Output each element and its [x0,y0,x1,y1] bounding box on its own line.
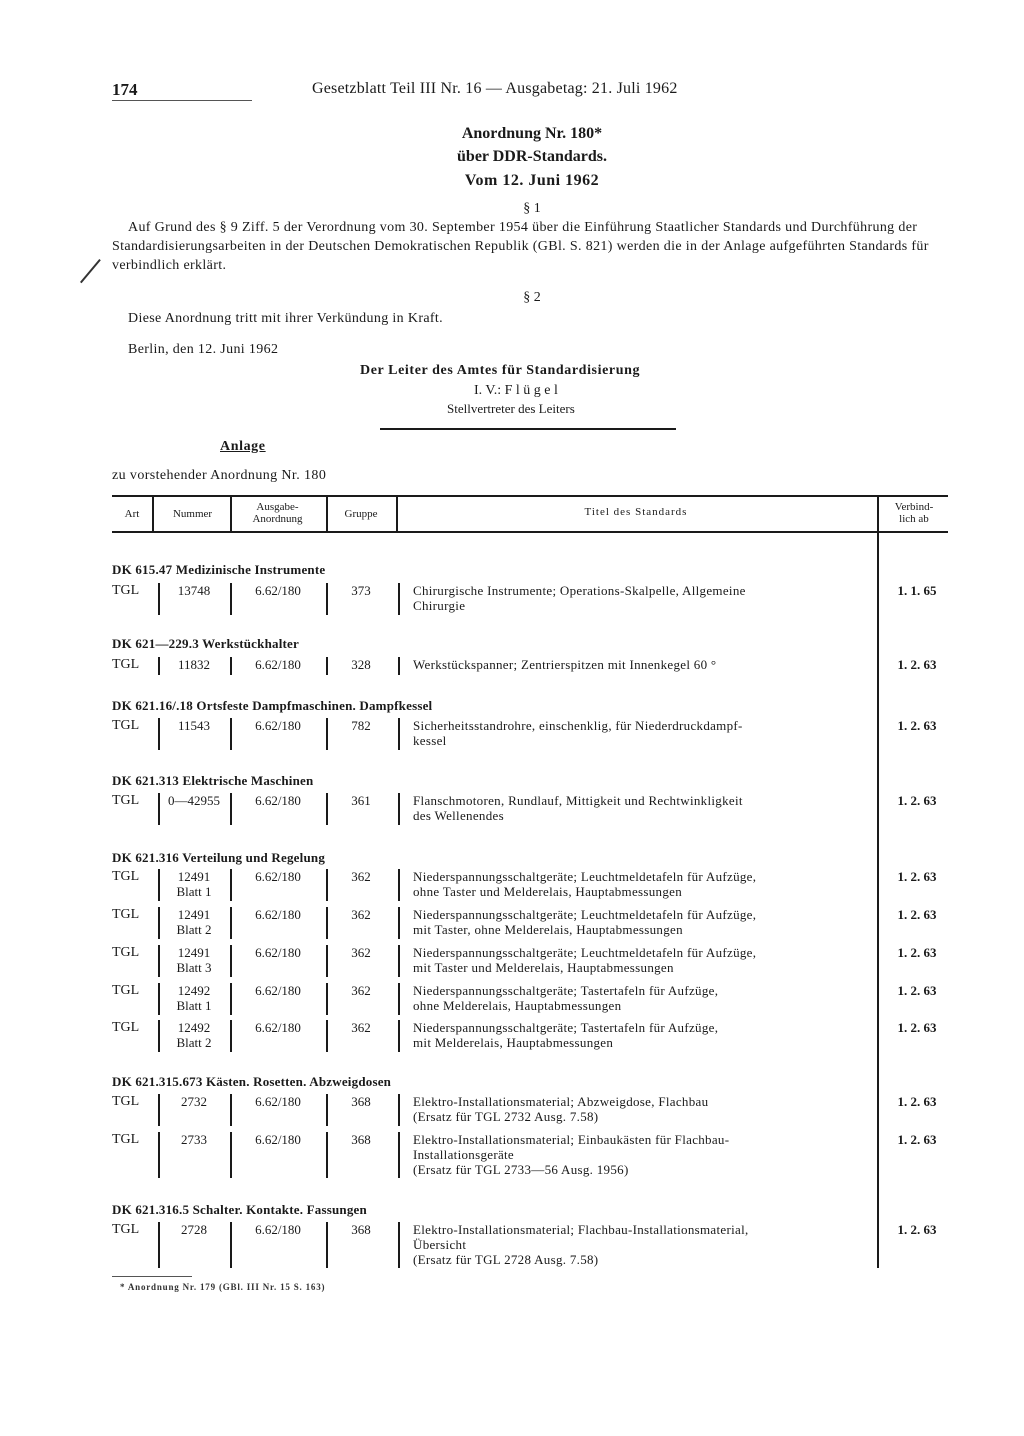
cell-ausgabe: 6.62/180 [255,907,301,922]
cell-verbindlich-ab: 1. 1. 65 [897,583,937,598]
group-heading: DK 615.47 Medizinische Instrumente [112,562,326,577]
cell-ausgabe: 6.62/180 [255,1020,301,1035]
cell-nummer: 12491 Blatt 3 [176,945,212,975]
decree-date: Vom 12. Juni 1962 [464,172,600,189]
cell-nummer: 12492 Blatt 2 [176,1020,212,1050]
margin-pen-mark [80,259,100,283]
cell-nummer: 0—42955 [168,793,220,808]
header-underline [112,100,252,101]
row-divider [398,945,400,977]
row-divider [398,1132,400,1178]
cell-verbindlich-ab: 1. 2. 63 [897,1132,937,1147]
cell-verbindlich-ab: 1. 2. 63 [897,793,937,808]
section-2-label: § 2 [523,290,541,305]
group-heading: DK 621.316 Verteilung und Regelung [112,850,326,865]
cell-verbindlich-ab: 1. 2. 63 [897,945,937,960]
cell-nummer: 11832 [177,657,211,672]
header-gruppe: Gruppe [344,508,378,520]
row-divider [398,1222,400,1268]
group-heading: DK 621—229.3 Werkstückhalter [112,636,299,651]
cell-verbindlich-ab: 1. 2. 63 [897,869,937,884]
cell-art: TGL [112,945,140,960]
decree-subject: über DDR-Standards. [457,148,607,165]
row-divider [398,583,400,615]
table-top-rule [112,495,948,497]
cell-art: TGL [112,983,140,998]
cell-ausgabe: 6.62/180 [255,793,301,808]
cell-ausgabe: 6.62/180 [255,1094,301,1109]
header-titel: Titel des Standards [584,506,688,518]
cell-gruppe: 782 [351,718,371,733]
cell-nummer: 11543 [177,718,211,733]
cell-titel: Niederspannungsschaltgeräte; Leuchtmeldetafeln für Aufzüge, mit Taster, ohne Melderelais, Hauptabmessungen [413,907,757,937]
cell-titel: Chirurgische Instrumente; Operations-Skalpelle, Allgemeine Chirurgie [413,583,746,613]
cell-ausgabe: 6.62/180 [255,945,301,960]
group-heading: DK 621.313 Elektrische Maschinen [112,773,314,788]
cell-ausgabe: 6.62/180 [255,983,301,998]
header-divider [152,496,154,531]
table-header-bottom-rule [112,531,948,533]
cell-gruppe: 362 [351,1020,371,1035]
header-ausgabe: Ausgabe- Anordnung [252,501,303,525]
cell-nummer: 12491 Blatt 1 [176,869,212,899]
section-2-text: Diese Anordnung tritt mit ihrer Verkündung in Kraft. [128,311,444,326]
cell-art: TGL [112,1132,140,1147]
cell-nummer: 13748 [177,583,211,598]
row-divider [398,907,400,939]
annex-title: Anlage [220,439,266,454]
header-verbindlich: Verbind- lich ab [894,501,934,525]
cell-verbindlich-ab: 1. 2. 63 [897,1020,937,1035]
cell-gruppe: 362 [351,907,371,922]
cell-titel: Elektro-Installationsmaterial; Flachbau-Installationsmaterial, Übersicht (Ersatz für TGL 2728 Ausg. 7.58) [413,1222,749,1267]
running-head: Gesetzblatt Teil III Nr. 16 — Ausgabetag: 21. Juli 1962 [312,80,678,97]
cell-art: TGL [112,907,140,922]
place-date: Berlin, den 12. Juni 1962 [128,342,279,357]
group-heading: DK 621.316.5 Schalter. Kontakte. Fassungen [112,1202,367,1217]
row-divider [398,983,400,1015]
cell-titel: Werkstückspanner; Zentrierspitzen mit Innenkegel 60 ° [413,657,717,672]
row-divider [398,869,400,901]
section-1-text: Auf Grund des § 9 Ziff. 5 der Verordnung vom 30. September 1954 über die Einführung Staatlicher Standards und Durchführung der Standardisierungsarbeiten in der Deutschen Demokratischen Republik (GBl. S. 821) werden die in der Anlage aufgeführten Standards für verbindlich erklärt. [112,220,929,273]
cell-gruppe: 368 [351,1222,371,1237]
right-column-divider [877,496,879,1268]
cell-ausgabe: 6.62/180 [255,657,301,672]
cell-verbindlich-ab: 1. 2. 63 [897,657,937,672]
cell-ausgabe: 6.62/180 [255,718,301,733]
signatory-role: Stellvertreter des Leiters [447,401,575,416]
cell-art: TGL [112,1020,140,1035]
cell-art: TGL [112,1222,140,1237]
cell-nummer: 2728 [181,1222,207,1237]
footnote-rule [112,1276,192,1277]
cell-gruppe: 368 [351,1132,371,1147]
cell-titel: Niederspannungsschaltgeräte; Leuchtmeldetafeln für Aufzüge, mit Taster und Melderelais, Hauptabmessungen [413,945,757,975]
cell-nummer: 12492 Blatt 1 [176,983,212,1013]
cell-gruppe: 362 [351,983,371,998]
cell-gruppe: 362 [351,869,371,884]
cell-nummer: 2733 [181,1132,207,1147]
cell-gruppe: 361 [351,793,371,808]
signatory-name: I. V.: F l ü g e l [474,383,558,398]
cell-titel: Sicherheitsstandrohre, einschenklig, für Niederdruckdampf- kessel [413,718,743,748]
group-heading: DK 621.16/.18 Ortsfeste Dampfmaschinen. Dampfkessel [112,698,433,713]
cell-art: TGL [112,1094,140,1109]
cell-verbindlich-ab: 1. 2. 63 [897,983,937,998]
cell-gruppe: 362 [351,945,371,960]
row-divider [398,1020,400,1052]
group-heading: DK 621.315.673 Kästen. Rosetten. Abzweigdosen [112,1074,392,1089]
header-art: Art [124,508,140,520]
cell-art: TGL [112,657,140,672]
cell-ausgabe: 6.62/180 [255,1132,301,1147]
cell-art: TGL [112,718,140,733]
cell-art: TGL [112,583,140,598]
cell-verbindlich-ab: 1. 2. 63 [897,718,937,733]
cell-ausgabe: 6.62/180 [255,869,301,884]
cell-gruppe: 328 [351,657,371,672]
cell-art: TGL [112,793,140,808]
cell-art: TGL [112,869,140,884]
cell-titel: Niederspannungsschaltgeräte; Tastertafeln für Aufzüge, ohne Melderelais, Hauptabmessungen [413,983,719,1013]
cell-ausgabe: 6.62/180 [255,1222,301,1237]
header-nummer: Nummer [172,508,213,520]
decree-title: Anordnung Nr. 180* [461,125,603,142]
cell-titel: Flanschmotoren, Rundlauf, Mittigkeit und Rechtwinkligkeit des Wellenendes [413,793,743,823]
signature-rule [380,428,676,430]
cell-titel: Elektro-Installationsmaterial; Einbaukästen für Flachbau- Installationsgeräte (Ersatz für TGL 2733—56 Ausg. 1956) [413,1132,730,1177]
row-divider [398,793,400,825]
cell-gruppe: 368 [351,1094,371,1109]
cell-verbindlich-ab: 1. 2. 63 [897,1222,937,1237]
cell-nummer: 12491 Blatt 2 [176,907,212,937]
row-divider [398,1094,400,1126]
row-divider [398,657,400,675]
annex-subtitle: zu vorstehender Anordnung Nr. 180 [112,468,327,483]
row-divider [398,718,400,750]
cell-titel: Niederspannungsschaltgeräte; Leuchtmeldetafeln für Aufzüge, ohne Taster und Melderelais, Hauptabmessungen [413,869,757,899]
page-number: 174 [112,80,138,99]
cell-nummer: 2732 [181,1094,207,1109]
footnote: * Anordnung Nr. 179 (GBl. III Nr. 15 S. 163) [120,1282,326,1292]
cell-titel: Elektro-Installationsmaterial; Abzweigdose, Flachbau (Ersatz für TGL 2732 Ausg. 7.58) [413,1094,709,1124]
cell-verbindlich-ab: 1. 2. 63 [897,907,937,922]
signing-authority: Der Leiter des Amtes für Standardisierung [360,363,641,378]
cell-ausgabe: 6.62/180 [255,583,301,598]
cell-gruppe: 373 [351,583,371,598]
section-1-label: § 1 [523,201,541,216]
cell-verbindlich-ab: 1. 2. 63 [897,1094,937,1109]
cell-titel: Niederspannungsschaltgeräte; Tastertafeln für Aufzüge, mit Melderelais, Hauptabmessungen [413,1020,719,1050]
